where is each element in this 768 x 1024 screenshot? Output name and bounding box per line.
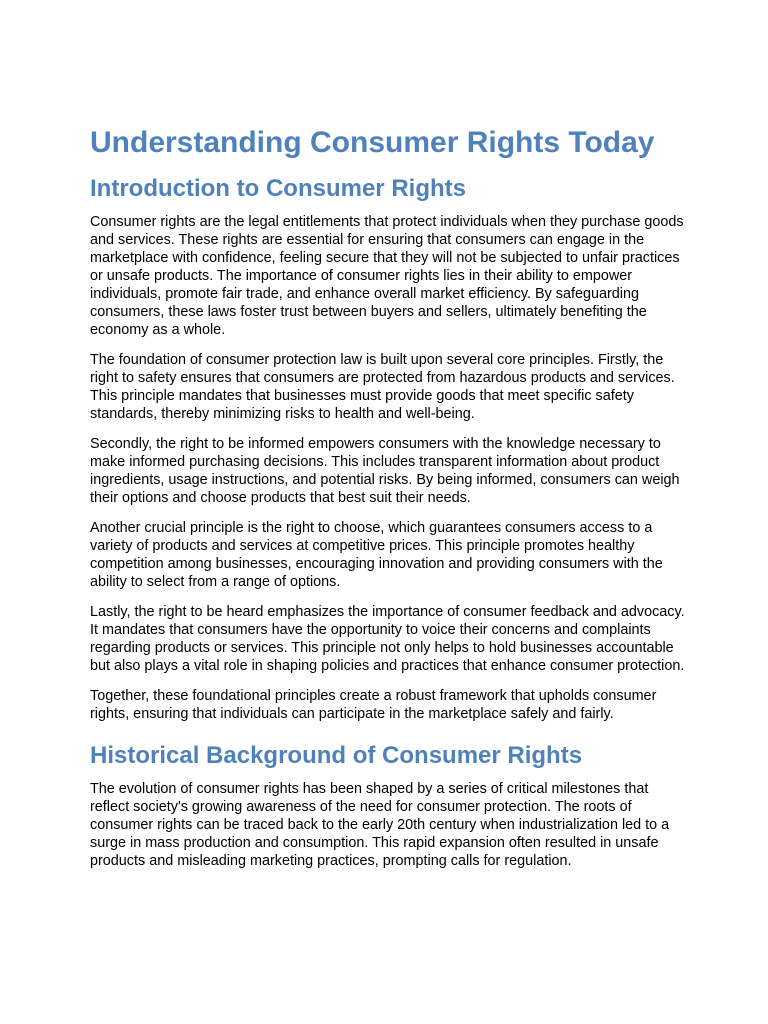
section-heading-historical-background: Historical Background of Consumer Rights <box>90 742 583 769</box>
document-title: Understanding Consumer Rights Today <box>90 126 655 159</box>
section-introduction <box>90 174 690 723</box>
paragraph: Lastly, the right to be heard emphasizes the importance of consumer feedback and advocacy. It mandates that consumers have the opportunity to voice their concerns and complaints regarding products or services. This principle not only helps to hold businesses accountable but also plays a vital role in shaping policies and practices that enhance consumer protection. <box>90 604 685 674</box>
paragraph: Together, these foundational principles create a robust framework that upholds consumer rights, ensuring that individuals can participate in the marketplace safely and fairly. <box>90 688 657 722</box>
paragraph: The evolution of consumer rights has been shaped by a series of critical milestones that reflect society's growing awareness of the need for consumer protection. The roots of consumer rights can be traced back to the early 20th century when industrialization led to a surge in mass production and consumption. This rapid expansion often resulted in unsafe products and misleading marketing practices, prompting calls for regulation. <box>90 781 670 869</box>
section-historical-background <box>90 741 690 870</box>
paragraph: The foundation of consumer protection law is built upon several core principles. Firstly, the right to safety ensures that consumers are protected from hazardous products and services. This principle mandates that businesses must provide goods that meet specific safety standards, thereby minimizing risks to health and well-being. <box>90 352 675 422</box>
section-heading-introduction: Introduction to Consumer Rights <box>90 175 466 202</box>
document-page <box>90 124 690 882</box>
paragraph: Another crucial principle is the right to choose, which guarantees consumers access to a variety of products and services at competitive prices. This principle promotes healthy competition among businesses, encouraging innovation and providing consumers with the ability to select from a range of options. <box>90 520 663 590</box>
paragraph: Secondly, the right to be informed empowers consumers with the knowledge necessary to make informed purchasing decisions. This includes transparent information about product ingredients, usage instructions, and potential risks. By being informed, consumers can weigh their options and choose products that best suit their needs. <box>90 436 680 506</box>
paragraph: Consumer rights are the legal entitlements that protect individuals when they purchase goods and services. These rights are essential for ensuring that consumers can engage in the marketplace with confidence, feeling secure that they will not be subjected to unfair practices or unsafe products. The importance of consumer rights lies in their ability to empower individuals, promote fair trade, and enhance overall market efficiency. By safeguarding consumers, these laws foster trust between buyers and sellers, ultimately benefiting the economy as a whole. <box>90 214 684 338</box>
